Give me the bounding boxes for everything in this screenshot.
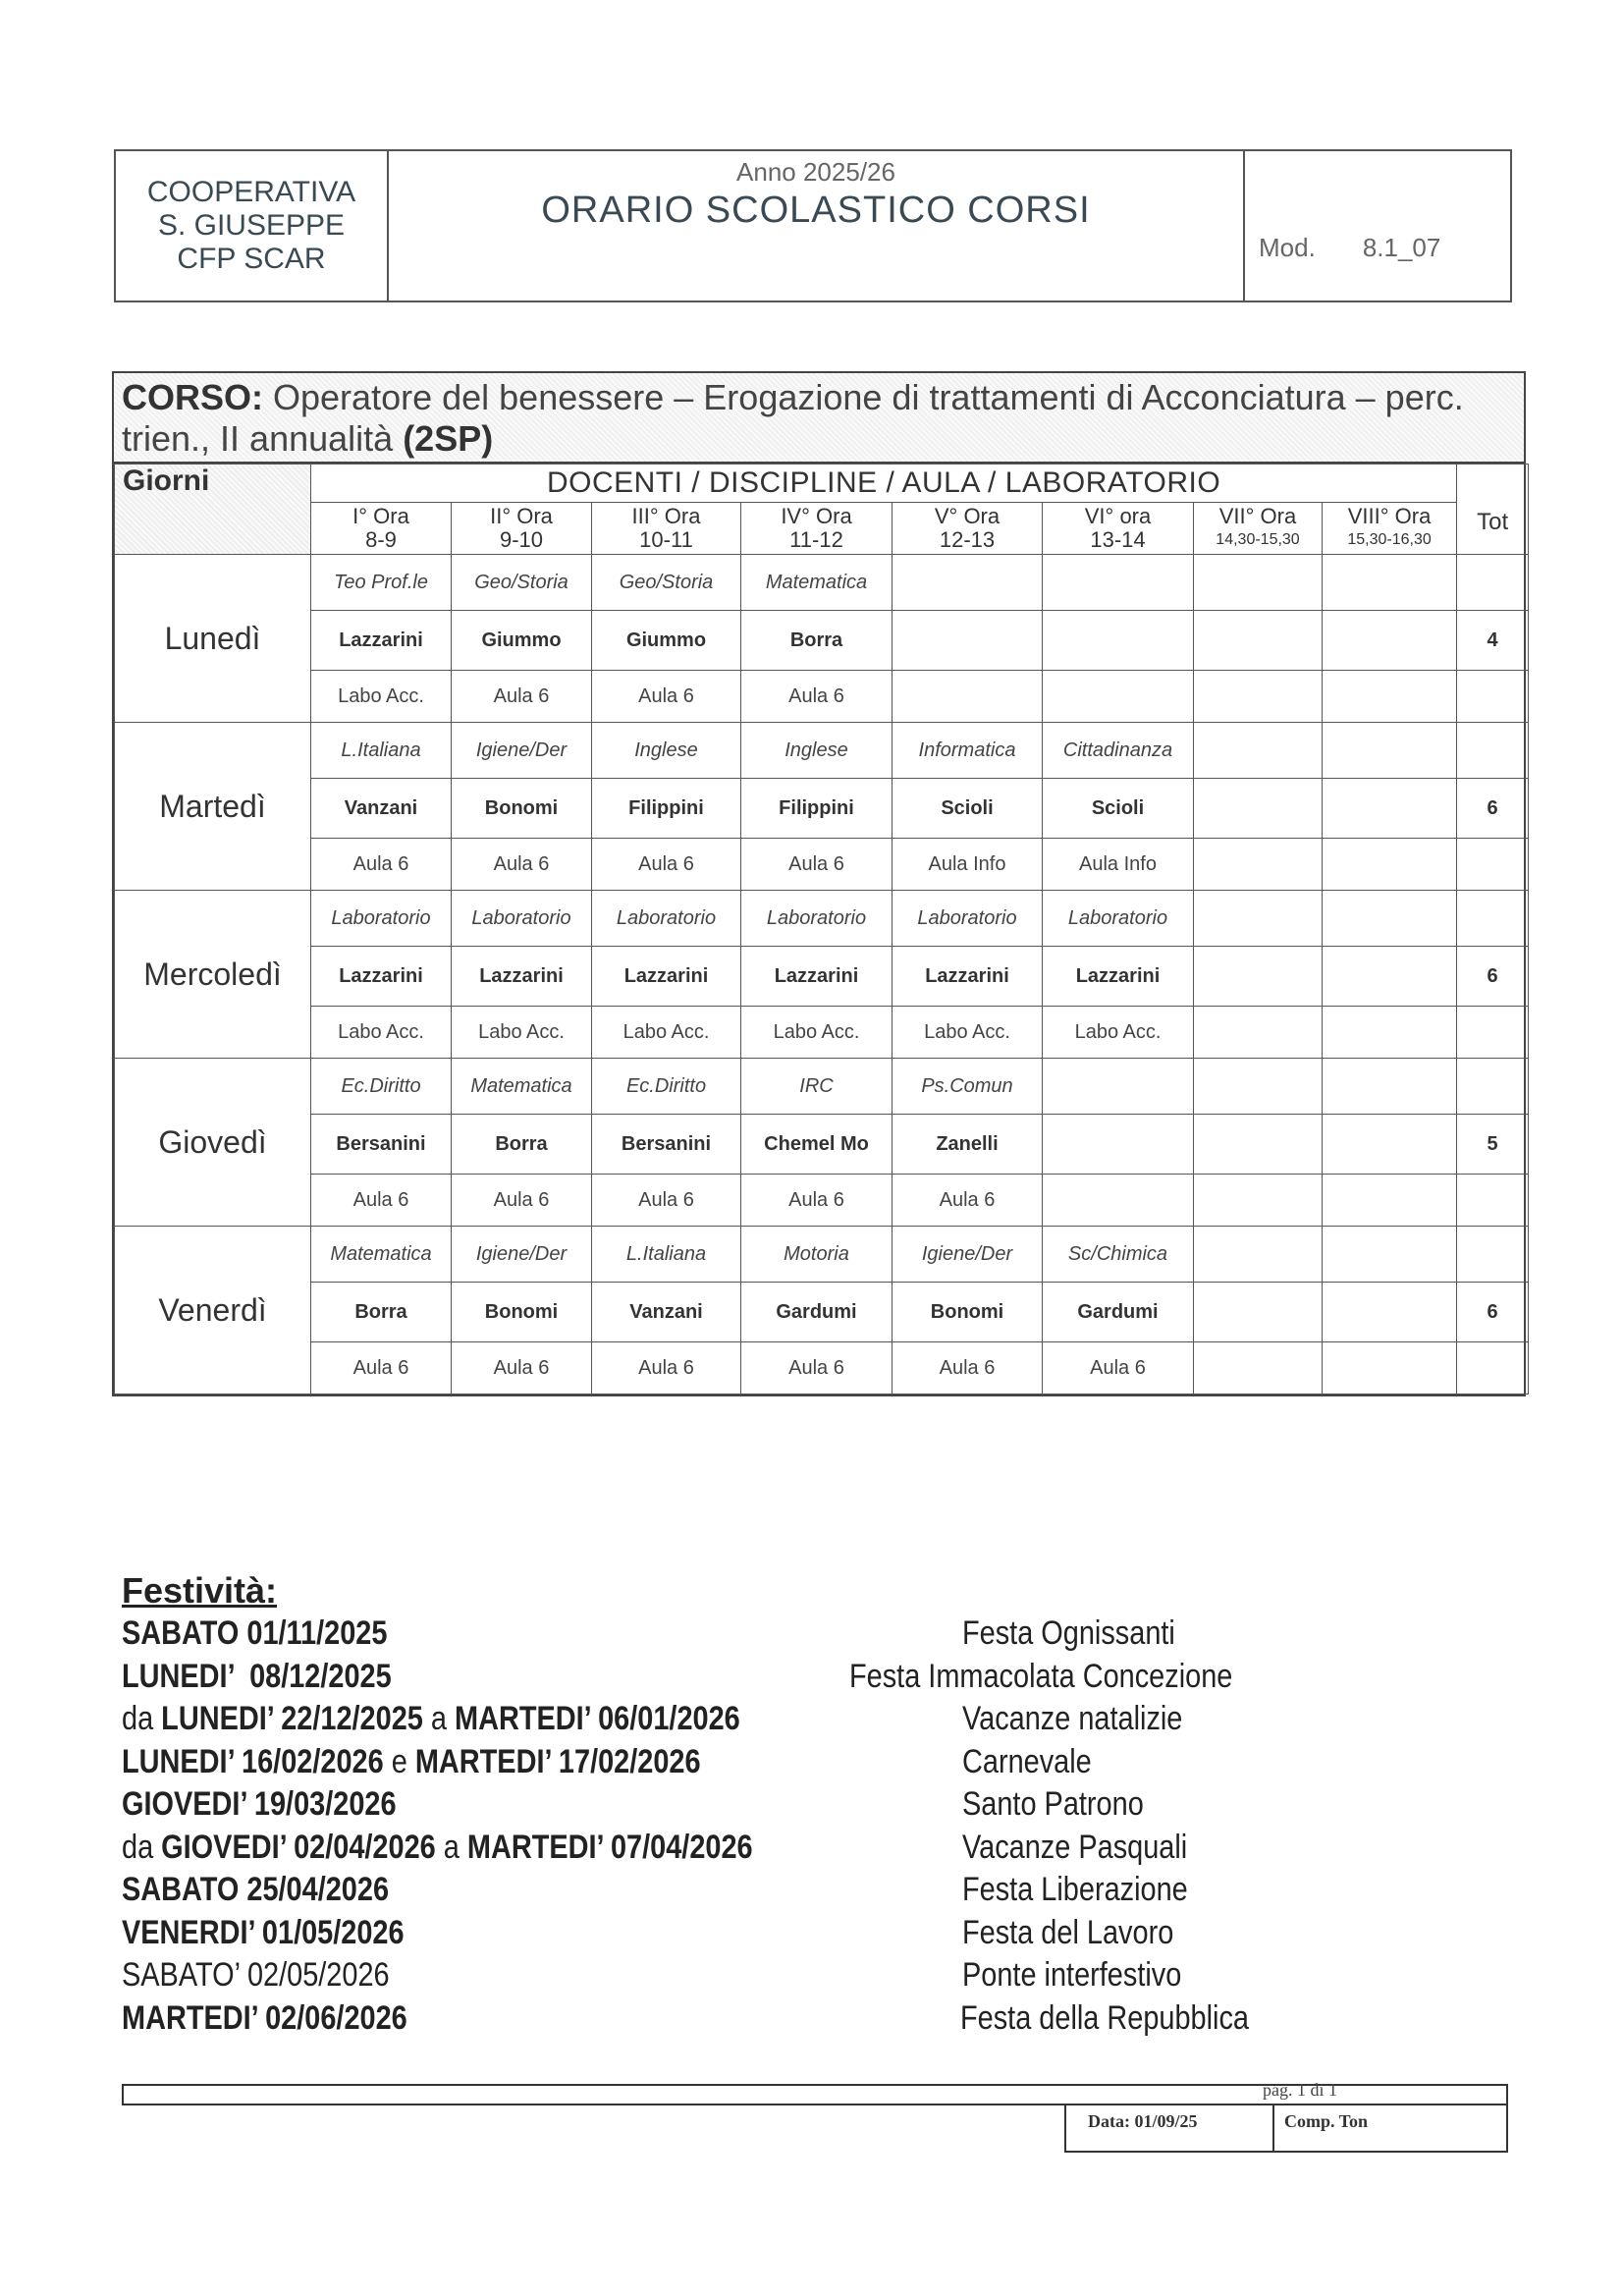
room-cell: Aula 6 bbox=[452, 1342, 592, 1394]
holiday-date-part: da bbox=[122, 1828, 162, 1866]
room-cell bbox=[1323, 1175, 1457, 1227]
schedule-row bbox=[115, 1059, 1529, 1115]
day-name: Lunedì bbox=[115, 555, 311, 723]
holiday-row bbox=[122, 1869, 1300, 1912]
holiday-date bbox=[122, 1956, 837, 1995]
teacher-cell bbox=[1323, 1115, 1457, 1175]
holiday-date-part: MARTEDI’ 02/06/2026 bbox=[122, 1998, 407, 2037]
teacher-cell: Lazzarini bbox=[893, 947, 1043, 1007]
room-cell: Aula Info bbox=[1043, 839, 1194, 891]
subject-cell bbox=[1043, 555, 1194, 611]
holiday-date bbox=[122, 1871, 837, 1909]
subject-cell: L.Italiana bbox=[311, 723, 452, 779]
holiday-row bbox=[122, 1656, 1300, 1699]
tot-header: Tot bbox=[1457, 465, 1529, 555]
total-hours: 6 bbox=[1457, 947, 1529, 1007]
hour-header bbox=[741, 503, 893, 555]
course-code: (2SP) bbox=[403, 418, 494, 459]
hour-time: 10-11 bbox=[639, 527, 693, 552]
room-cell: Aula 6 bbox=[592, 1175, 741, 1227]
day-name: Mercoledì bbox=[115, 891, 311, 1059]
course-label: CORSO: bbox=[122, 377, 263, 417]
subject-cell bbox=[1323, 891, 1457, 947]
room-cell: Aula 6 bbox=[452, 1175, 592, 1227]
total-hours: 4 bbox=[1457, 611, 1529, 671]
holiday-date-part: e bbox=[383, 1742, 415, 1780]
teacher-cell: Scioli bbox=[1043, 779, 1194, 839]
teacher-cell bbox=[1323, 611, 1457, 671]
page-number: pag. 1 di 1 bbox=[1263, 2080, 1337, 2100]
hour-header bbox=[1323, 503, 1457, 555]
org-name-line3: CFP SCAR bbox=[177, 243, 326, 275]
hour-header bbox=[1043, 503, 1194, 555]
day-name: Venerdì bbox=[115, 1227, 311, 1394]
room-cell: Aula 6 bbox=[741, 839, 893, 891]
holiday-description: Vacanze Pasquali bbox=[962, 1828, 1188, 1866]
hour-label: VI° ora bbox=[1084, 504, 1152, 528]
room-cell: Aula 6 bbox=[311, 839, 452, 891]
holiday-date-part: VENERDI’ 01/05/2026 bbox=[122, 1913, 405, 1951]
subject-cell bbox=[1194, 1059, 1323, 1115]
teacher-cell: Filippini bbox=[741, 779, 893, 839]
teacher-cell bbox=[1323, 1283, 1457, 1342]
room-cell bbox=[1043, 671, 1194, 723]
subject-cell: Laboratorio bbox=[741, 891, 893, 947]
holiday-date-part: SABATO 25/04/2026 bbox=[122, 1871, 390, 1909]
subject-cell: IRC bbox=[741, 1059, 893, 1115]
teacher-cell: Vanzani bbox=[311, 779, 452, 839]
total-cell-empty bbox=[1457, 839, 1529, 891]
hour-label: VIII° Ora bbox=[1347, 504, 1432, 528]
room-cell bbox=[1323, 1007, 1457, 1059]
teacher-cell: Borra bbox=[452, 1115, 592, 1175]
teacher-cell: Bonomi bbox=[452, 1283, 592, 1342]
holiday-date-part: SABATO 01/11/2025 bbox=[122, 1614, 388, 1653]
room-cell: Aula 6 bbox=[592, 839, 741, 891]
room-cell bbox=[1194, 671, 1323, 723]
hour-header bbox=[311, 503, 452, 555]
holiday-row bbox=[122, 1698, 1300, 1741]
teacher-cell bbox=[893, 611, 1043, 671]
subject-cell: Laboratorio bbox=[893, 891, 1043, 947]
subject-cell: Inglese bbox=[741, 723, 893, 779]
teacher-cell bbox=[1043, 611, 1194, 671]
footer-date: Data: 01/09/25 bbox=[1064, 2105, 1274, 2153]
subject-cell bbox=[1323, 1227, 1457, 1283]
total-cell-empty bbox=[1457, 891, 1529, 947]
teacher-cell: Bonomi bbox=[452, 779, 592, 839]
total-cell-empty bbox=[1457, 1007, 1529, 1059]
org-name-line1: COOPERATIVA bbox=[146, 176, 356, 208]
schedule-row bbox=[115, 671, 1529, 723]
subject-cell: Matematica bbox=[311, 1227, 452, 1283]
subject-cell: Cittadinanza bbox=[1043, 723, 1194, 779]
teacher-cell: Lazzarini bbox=[741, 947, 893, 1007]
room-cell: Aula 6 bbox=[741, 1175, 893, 1227]
schedule-row bbox=[115, 1175, 1529, 1227]
footer-compiler: Comp. Ton bbox=[1272, 2105, 1508, 2153]
holiday-date bbox=[122, 1658, 740, 1696]
teacher-cell: Bersanini bbox=[592, 1115, 741, 1175]
total-cell-empty bbox=[1457, 1227, 1529, 1283]
subject-cell: Igiene/Der bbox=[452, 723, 592, 779]
subject-cell bbox=[1323, 723, 1457, 779]
holiday-date bbox=[122, 1829, 837, 1867]
room-cell bbox=[1194, 1175, 1323, 1227]
teacher-cell bbox=[1323, 947, 1457, 1007]
room-cell: Aula 6 bbox=[592, 671, 741, 723]
holiday-date-part: GIOVEDI’ 02/04/2026 bbox=[161, 1828, 436, 1866]
room-cell: Aula 6 bbox=[893, 1342, 1043, 1394]
subject-cell: Matematica bbox=[741, 555, 893, 611]
total-hours: 6 bbox=[1457, 1283, 1529, 1342]
hour-time: 8-9 bbox=[365, 527, 397, 552]
room-cell: Aula 6 bbox=[1043, 1342, 1194, 1394]
subject-cell: Igiene/Der bbox=[452, 1227, 592, 1283]
total-cell-empty bbox=[1457, 671, 1529, 723]
subject-cell: Laboratorio bbox=[1043, 891, 1194, 947]
teacher-cell: Chemel Mo bbox=[741, 1115, 893, 1175]
holiday-date-part: a bbox=[422, 1700, 456, 1738]
subject-cell: Laboratorio bbox=[311, 891, 452, 947]
subject-cell: Ec.Diritto bbox=[592, 1059, 741, 1115]
schedule-row bbox=[115, 839, 1529, 891]
teacher-cell: Vanzani bbox=[592, 1283, 741, 1342]
room-cell bbox=[1194, 1342, 1323, 1394]
holiday-date-part: SABATO’ 02/05/2026 bbox=[122, 1956, 390, 1995]
schedule-row bbox=[115, 723, 1529, 779]
room-cell: Labo Acc. bbox=[452, 1007, 592, 1059]
teacher-cell: Lazzarini bbox=[452, 947, 592, 1007]
schedule-block bbox=[112, 371, 1526, 1396]
holiday-row bbox=[122, 1783, 1300, 1827]
holiday-date bbox=[122, 1743, 837, 1781]
room-cell: Aula 6 bbox=[452, 839, 592, 891]
schedule-table bbox=[114, 464, 1529, 1394]
room-cell: Aula 6 bbox=[592, 1342, 741, 1394]
day-name: Martedì bbox=[115, 723, 311, 891]
teacher-cell bbox=[1194, 1283, 1323, 1342]
room-cell: Aula 6 bbox=[741, 1342, 893, 1394]
total-hours: 5 bbox=[1457, 1115, 1529, 1175]
teacher-cell bbox=[1323, 779, 1457, 839]
hour-label: V° Ora bbox=[934, 504, 1001, 528]
holiday-row bbox=[122, 1613, 1300, 1656]
subject-cell bbox=[1194, 555, 1323, 611]
room-cell: Aula 6 bbox=[893, 1175, 1043, 1227]
teacher-cell: Lazzarini bbox=[592, 947, 741, 1007]
teacher-cell: Gardumi bbox=[741, 1283, 893, 1342]
holiday-date-part: LUNEDI’ 22/12/2025 bbox=[161, 1700, 423, 1738]
holiday-date bbox=[122, 1999, 835, 2038]
holiday-date-part: LUNEDI’ 08/12/2025 bbox=[122, 1657, 392, 1695]
teacher-cell: Bersanini bbox=[311, 1115, 452, 1175]
module-code-block bbox=[1245, 151, 1510, 301]
school-year: Anno 2025/26 bbox=[736, 157, 895, 187]
room-cell: Aula 6 bbox=[741, 671, 893, 723]
teacher-cell bbox=[1194, 611, 1323, 671]
holidays-section bbox=[122, 1569, 1300, 2040]
holiday-date-part: a bbox=[435, 1828, 467, 1866]
holiday-description: Festa Ognissanti bbox=[962, 1614, 1175, 1653]
subject-cell bbox=[893, 555, 1043, 611]
holiday-description: Festa Immacolata Concezione bbox=[848, 1657, 1233, 1695]
holiday-date bbox=[122, 1785, 837, 1824]
subject-cell: Geo/Storia bbox=[592, 555, 741, 611]
holidays-title: Festività: bbox=[122, 1570, 278, 1611]
teacher-cell: Giummo bbox=[452, 611, 592, 671]
subject-cell bbox=[1194, 723, 1323, 779]
hour-label: IV° Ora bbox=[781, 504, 852, 528]
subject-cell: Laboratorio bbox=[592, 891, 741, 947]
subject-cell: Inglese bbox=[592, 723, 741, 779]
teacher-cell: Filippini bbox=[592, 779, 741, 839]
hour-header bbox=[1194, 503, 1323, 555]
holiday-description: Festa Liberazione bbox=[962, 1871, 1188, 1909]
room-cell: Labo Acc. bbox=[592, 1007, 741, 1059]
schedule-row bbox=[115, 947, 1529, 1007]
docenti-header: DOCENTI / DISCIPLINE / AULA / LABORATORIO bbox=[311, 465, 1457, 503]
holiday-row bbox=[122, 1827, 1300, 1870]
schedule-row bbox=[115, 1283, 1529, 1342]
total-hours: 6 bbox=[1457, 779, 1529, 839]
subject-cell: Motoria bbox=[741, 1227, 893, 1283]
subject-cell: Sc/Chimica bbox=[1043, 1227, 1194, 1283]
room-cell: Aula Info bbox=[893, 839, 1043, 891]
room-cell bbox=[1323, 1342, 1457, 1394]
schedule-row bbox=[115, 1342, 1529, 1394]
teacher-cell: Lazzarini bbox=[311, 611, 452, 671]
schedule-row bbox=[115, 611, 1529, 671]
document-title: ORARIO SCOLASTICO CORSI bbox=[541, 190, 1091, 231]
room-cell: Aula 6 bbox=[452, 671, 592, 723]
giorni-header: Giorni bbox=[115, 465, 311, 555]
total-cell-empty bbox=[1457, 1059, 1529, 1115]
subject-cell: L.Italiana bbox=[592, 1227, 741, 1283]
day-name: Giovedì bbox=[115, 1059, 311, 1227]
subject-cell: Matematica bbox=[452, 1059, 592, 1115]
document-footer bbox=[122, 2080, 1508, 2155]
subject-cell bbox=[1194, 1227, 1323, 1283]
organization-block bbox=[116, 151, 389, 301]
total-cell-empty bbox=[1457, 1342, 1529, 1394]
hour-time: 9-10 bbox=[499, 527, 544, 552]
teacher-cell: Borra bbox=[741, 611, 893, 671]
room-cell bbox=[1194, 1007, 1323, 1059]
hour-time: 13-14 bbox=[1090, 527, 1146, 552]
teacher-cell: Borra bbox=[311, 1283, 452, 1342]
room-cell: Labo Acc. bbox=[311, 671, 452, 723]
holiday-description: Festa della Repubblica bbox=[960, 1998, 1250, 2037]
teacher-cell: Bonomi bbox=[893, 1283, 1043, 1342]
teacher-cell: Lazzarini bbox=[311, 947, 452, 1007]
teacher-cell: Gardumi bbox=[1043, 1283, 1194, 1342]
room-cell bbox=[893, 671, 1043, 723]
room-cell bbox=[1323, 839, 1457, 891]
holiday-description: Santo Patrono bbox=[962, 1785, 1144, 1824]
course-name: Operatore del benessere – Erogazione di trattamenti di Acconciatura – perc. trien., II annualità bbox=[122, 377, 1464, 459]
course-title bbox=[114, 373, 1524, 464]
title-block bbox=[389, 151, 1245, 301]
teacher-cell: Giummo bbox=[592, 611, 741, 671]
teacher-cell: Zanelli bbox=[893, 1115, 1043, 1175]
subject-cell: Ps.Comun bbox=[893, 1059, 1043, 1115]
subject-cell: Igiene/Der bbox=[893, 1227, 1043, 1283]
subject-cell: Informatica bbox=[893, 723, 1043, 779]
total-cell-empty bbox=[1457, 555, 1529, 611]
hour-header bbox=[592, 503, 741, 555]
subject-cell: Ec.Diritto bbox=[311, 1059, 452, 1115]
hours-header-row bbox=[115, 503, 1529, 555]
hour-time: 11-12 bbox=[789, 527, 843, 552]
total-cell-empty bbox=[1457, 723, 1529, 779]
schedule-row bbox=[115, 779, 1529, 839]
holiday-description: Ponte interfestivo bbox=[962, 1956, 1182, 1995]
holiday-date-part: MARTEDI’ 06/01/2026 bbox=[455, 1700, 740, 1738]
subject-cell: Teo Prof.le bbox=[311, 555, 452, 611]
schedule-row bbox=[115, 891, 1529, 947]
holidays-list bbox=[122, 1613, 1300, 2040]
holiday-row bbox=[122, 1912, 1300, 1955]
holiday-row bbox=[122, 1741, 1300, 1784]
org-name-line2: S. GIUSEPPE bbox=[157, 209, 346, 242]
holiday-date bbox=[122, 1614, 837, 1653]
schedule-row bbox=[115, 1115, 1529, 1175]
subject-cell bbox=[1323, 1059, 1457, 1115]
subject-cell bbox=[1043, 1059, 1194, 1115]
subject-cell: Laboratorio bbox=[452, 891, 592, 947]
room-cell: Labo Acc. bbox=[893, 1007, 1043, 1059]
module-code: 8.1_07 bbox=[1362, 233, 1441, 262]
teacher-cell bbox=[1194, 947, 1323, 1007]
hour-header bbox=[452, 503, 592, 555]
subject-cell: Geo/Storia bbox=[452, 555, 592, 611]
holiday-description: Festa del Lavoro bbox=[962, 1913, 1174, 1951]
holiday-date-part: da bbox=[122, 1700, 162, 1738]
holiday-row bbox=[122, 1954, 1300, 1997]
room-cell: Aula 6 bbox=[311, 1342, 452, 1394]
teacher-cell: Lazzarini bbox=[1043, 947, 1194, 1007]
total-cell-empty bbox=[1457, 1175, 1529, 1227]
schedule-row bbox=[115, 555, 1529, 611]
holiday-date-part: MARTEDI’ 07/04/2026 bbox=[466, 1828, 753, 1866]
holiday-date-part: GIOVEDI’ 19/03/2026 bbox=[122, 1785, 397, 1824]
teacher-cell bbox=[1194, 779, 1323, 839]
schedule-row bbox=[115, 1227, 1529, 1283]
hour-header bbox=[893, 503, 1043, 555]
room-cell: Aula 6 bbox=[311, 1175, 452, 1227]
schedule-row bbox=[115, 1007, 1529, 1059]
room-cell bbox=[1194, 839, 1323, 891]
hour-label: VII° Ora bbox=[1218, 504, 1297, 528]
holiday-description: Vacanze natalizie bbox=[962, 1700, 1183, 1738]
hour-time: 12-13 bbox=[939, 527, 996, 552]
document-header bbox=[114, 149, 1512, 302]
room-cell bbox=[1043, 1175, 1194, 1227]
teacher-cell bbox=[1043, 1115, 1194, 1175]
hour-time: 15,30-16,30 bbox=[1347, 531, 1432, 548]
room-cell: Labo Acc. bbox=[741, 1007, 893, 1059]
subject-cell bbox=[1194, 891, 1323, 947]
holiday-date bbox=[122, 1914, 837, 1952]
hour-label: II° Ora bbox=[490, 504, 553, 528]
room-cell: Labo Acc. bbox=[1043, 1007, 1194, 1059]
schedule-body bbox=[115, 555, 1529, 1394]
hour-label: III° Ora bbox=[631, 504, 701, 528]
teacher-cell bbox=[1194, 1115, 1323, 1175]
holiday-row bbox=[122, 1997, 1300, 2041]
subject-cell bbox=[1323, 555, 1457, 611]
room-cell: Labo Acc. bbox=[311, 1007, 452, 1059]
holiday-date-part: MARTEDI’ 17/02/2026 bbox=[414, 1742, 701, 1780]
teacher-cell: Scioli bbox=[893, 779, 1043, 839]
hour-label: I° Ora bbox=[352, 504, 409, 528]
holiday-description: Carnevale bbox=[962, 1742, 1092, 1780]
holiday-date-part: LUNEDI’ 16/02/2026 bbox=[122, 1742, 384, 1780]
holiday-date bbox=[122, 1700, 837, 1738]
hour-time: 14,30-15,30 bbox=[1216, 531, 1300, 548]
module-label: Mod. bbox=[1259, 233, 1316, 262]
room-cell bbox=[1323, 671, 1457, 723]
